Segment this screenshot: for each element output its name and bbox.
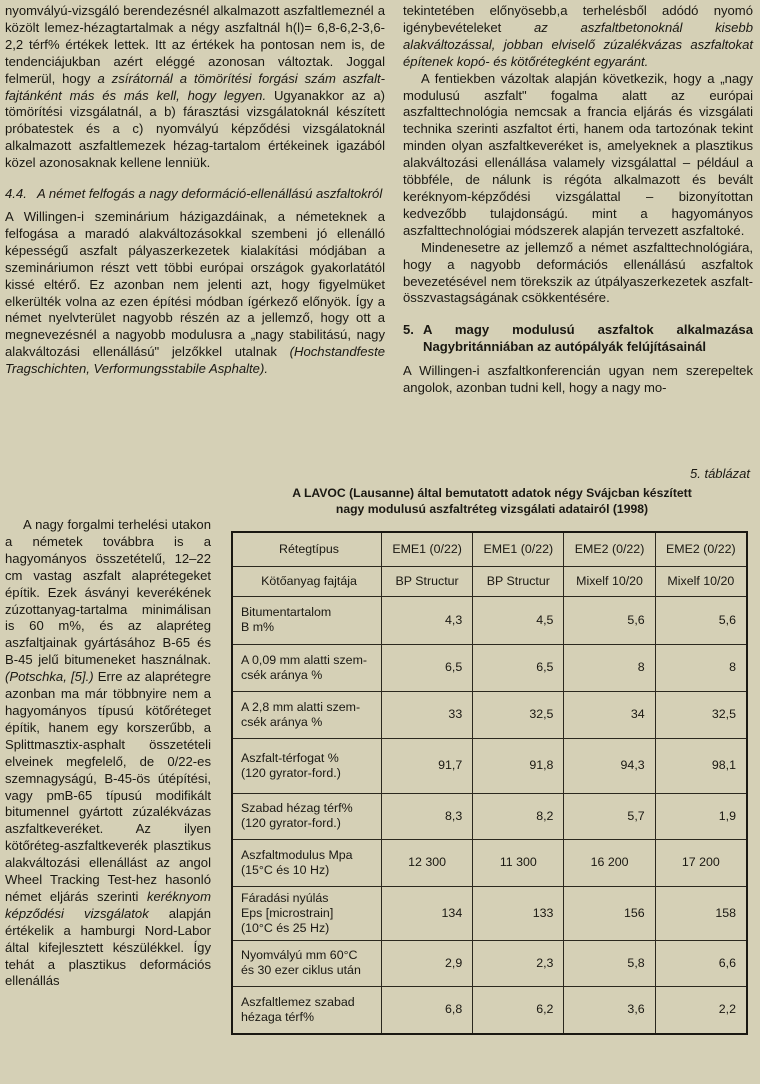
value-cell: 12 300 xyxy=(382,839,473,886)
row-label xyxy=(232,940,382,986)
heading-number: 4.4. xyxy=(5,186,27,202)
table-row xyxy=(232,691,747,738)
value-cell: 6,6 xyxy=(655,940,747,986)
table-row xyxy=(232,986,747,1034)
header-cell: EME1 (0/22) xyxy=(382,532,473,566)
value-cell: 2,3 xyxy=(473,940,564,986)
row-label xyxy=(232,839,382,886)
value-cell: 5,7 xyxy=(564,793,655,839)
row-label-line: csék aránya % xyxy=(241,667,323,682)
text: A nagy forgalmi terhelési utakon a németek továbbra is a hagyományos összetételű, 12–22 cm vastag aszfalt alaprétegeket építik. Ezek ásványi keverékének zúzottanyag-tartalma minimálisan is 60 m%, és az alapréteg aszfaltjainak gyártásához B-65 és B-45 jelű bitumeneket használnak. xyxy=(5,517,211,668)
text: A Willingen-i szeminárium házigazdáinak, a németeknek a felfogása a maradó alakváltozásokkal szembeni jó ellenálló képességű aszfalt pályaszerkezetek kialakítási módjában a szemináriumon részt vett többi európai országok gyakorlatától kissé eltérő. Ez azonban nem jelenti azt, hogy figyelmüket elkerülték volna az ezen építési módban ígérkező előnyök. Így a német nyelvterület nagyobb részén az a jellemző, hogy ott a megnevezésnél a nagyobb modulusra a „nagy stabilitású, nagy alakváltozási ellenállású" jelzőkkel utalnak xyxy=(5,208,385,360)
table-row xyxy=(232,644,747,691)
value-cell: 33 xyxy=(382,691,473,738)
italic-text: (Hochstandfeste Tragschichten, Verformungsstabile Asphalte). xyxy=(5,344,385,377)
value-cell: 4,3 xyxy=(382,596,473,644)
table-header-row xyxy=(232,532,747,566)
value-cell: 5,8 xyxy=(564,940,655,986)
row-label xyxy=(232,596,382,644)
value-cell: 98,1 xyxy=(655,738,747,793)
row-label xyxy=(232,793,382,839)
value-cell: 2,2 xyxy=(655,986,747,1034)
value-cell: 11 300 xyxy=(473,839,564,886)
heading-number: 5. xyxy=(403,322,414,338)
row-label-line: A 2,8 mm alatti szem- xyxy=(241,699,361,714)
value-cell: 6,2 xyxy=(473,986,564,1034)
row-label xyxy=(232,644,382,691)
row-label-line: Aszfaltlemez szabad xyxy=(241,994,355,1009)
text: Erre az alaprétegre azonban ma már többnyire nem a hagyományos típusú kötőréteget építik, hanem egy korszerűbb, a Splittmasztix-asphalt összetételi elveinek megfelelő, de 0/22-es szemnagyságú, B-45-ös útépítési, vagy pmB-65 típusú modifikált bitumennel gyártott zúzalékvázas aszfaltkeveréket. Az ilyen kötőréteg-aszfaltkeverék plasztikus alakváltozási ellenállást az angol Wheel Tracking Test-hez hasonló német eljárás szerinti xyxy=(5,669,211,904)
value-cell: 8,3 xyxy=(382,793,473,839)
table-body xyxy=(232,596,747,1034)
text: tekintetében előnyösebb,a terhelésből adódó nyomó igénybevételeket xyxy=(403,3,753,35)
row-label-line: B m% xyxy=(241,620,275,634)
header-cell: EME2 (0/22) xyxy=(564,532,655,566)
value-cell: 2,9 xyxy=(382,940,473,986)
table-binder-row xyxy=(232,566,747,596)
right-column xyxy=(403,3,753,397)
section-heading-4-4 xyxy=(5,186,385,203)
row-label-line: (120 gyrator-ford.) xyxy=(241,765,341,780)
header-cell: BP Structur xyxy=(382,566,473,596)
citation: (Potschka, [5].) xyxy=(5,669,94,685)
value-cell: 8,2 xyxy=(473,793,564,839)
row-label-line: Nyomvályú mm 60°C xyxy=(241,948,358,962)
caption-line: nagy modulusú aszfaltréteg vizsgálati adatairól (1998) xyxy=(335,502,649,516)
section-heading-5 xyxy=(403,322,753,356)
row-label-line: Fáradási nyúlás xyxy=(241,890,329,905)
italic-text: keréknyom képződési vizsgálatok xyxy=(5,888,211,921)
value-cell: 32,5 xyxy=(655,691,747,738)
row-label xyxy=(232,738,382,793)
row-label-line: Aszfaltmodulus Mpa xyxy=(241,847,353,862)
heading-text: A magy modulusú aszfaltok alkalmazása Nagybritánniában az autópályák felújításainál xyxy=(423,322,753,355)
caption-line: A LAVOC (Lausanne) által bemutatott adatok négy Svájcban készített xyxy=(292,486,692,500)
italic-text: a zsírátornál a tömörítési forgási szám aszfalt-fajtánként más és más kell, hogy legyen. xyxy=(5,70,385,103)
row-label-line: Szabad hézag térf% xyxy=(241,801,353,815)
value-cell: 133 xyxy=(473,886,564,940)
value-cell: 94,3 xyxy=(564,738,655,793)
table-row xyxy=(232,793,747,839)
row-label xyxy=(232,986,382,1034)
left-column-top xyxy=(5,3,385,378)
paragraph-continuation xyxy=(403,3,753,71)
table-row xyxy=(232,940,747,986)
heading-text: A német felfogás a nagy deformáció-ellenállású aszfaltokról xyxy=(37,186,383,202)
header-cell: Kötőanyag fajtája xyxy=(232,566,382,596)
header-cell: Mixelf 10/20 xyxy=(564,566,655,596)
value-cell: 158 xyxy=(655,886,747,940)
row-label-line: Eps [microstrain] xyxy=(241,905,334,920)
value-cell: 8 xyxy=(655,644,747,691)
value-cell: 16 200 xyxy=(564,839,655,886)
row-label-line: (15°C és 10 Hz) xyxy=(241,862,330,877)
header-cell: Mixelf 10/20 xyxy=(655,566,747,596)
header-cell: EME1 (0/22) xyxy=(473,532,564,566)
text: Ugyanakkor az a) tömörítési vizsgálatnál, a b) fárasztási vizsgálatoknál készített próbatestek és a c) nyomvályú képződési vizsgálatoknál alkalmazott aszfaltlemezek hézag-tartalom értékeinek igazából közel azonosaknak kellene lenniük. xyxy=(5,87,385,171)
row-label-line: (120 gyrator-ford.) xyxy=(241,816,341,830)
paragraph-german-approach xyxy=(5,209,385,378)
value-cell: 6,5 xyxy=(473,644,564,691)
row-label-line: Bitumentartalom xyxy=(241,605,332,619)
value-cell: 156 xyxy=(564,886,655,940)
text: alapján értékelik a hamburgi Nord-Labor által kifejlesztett készülékkel. Így tehát a plasztikus deformációs ellenállás xyxy=(5,905,211,989)
value-cell: 91,7 xyxy=(382,738,473,793)
value-cell: 6,8 xyxy=(382,986,473,1034)
value-cell: 1,9 xyxy=(655,793,747,839)
table-number-label: 5. táblázat xyxy=(690,466,750,481)
value-cell: 91,8 xyxy=(473,738,564,793)
value-cell: 6,5 xyxy=(382,644,473,691)
header-cell: Rétegtípus xyxy=(232,532,382,566)
table-row xyxy=(232,839,747,886)
value-cell: 4,5 xyxy=(473,596,564,644)
value-cell: 17 200 xyxy=(655,839,747,886)
left-column-bottom xyxy=(5,517,211,990)
row-label-line: A 0,09 mm alatti szem- xyxy=(241,652,368,667)
table-row xyxy=(232,596,747,644)
row-label-line: és 30 ezer ciklus után xyxy=(241,963,361,977)
value-cell: 34 xyxy=(564,691,655,738)
row-label-line: Aszfalt-térfogat % xyxy=(241,750,339,765)
table-row xyxy=(232,738,747,793)
value-cell: 32,5 xyxy=(473,691,564,738)
value-cell: 5,6 xyxy=(564,596,655,644)
header-cell: BP Structur xyxy=(473,566,564,596)
paragraph-willingen-conference: A Willingen-i aszfaltkonferencián ugyan nem szerepeltek angolok, azonban tudni kell, hogy a nagy mo- xyxy=(403,363,753,396)
text: nyomvályú-vizsgáló berendezésnél alkalmazott aszfaltlemeznél a közölt lemez-hézagtartalmak a négy aszfaltnál h(l)= 6,8-6,2-3,6-2,2 térf% értékek lettek. Itt az értékek ha pontosan nem is, de tendenciájukban azért eléggé azonosan változtak. Joggal felmerül, hogy xyxy=(5,3,385,86)
table-caption xyxy=(232,485,752,517)
value-cell: 8 xyxy=(564,644,655,691)
row-label-line: csék aránya % xyxy=(241,714,323,729)
table-row xyxy=(232,886,747,940)
row-label xyxy=(232,691,382,738)
row-label-line: (10°C és 25 Hz) xyxy=(241,920,330,935)
row-label-line: hézaga térf% xyxy=(241,1009,315,1024)
value-cell: 134 xyxy=(382,886,473,940)
row-label xyxy=(232,886,382,940)
paragraph-continuation xyxy=(5,3,385,172)
value-cell: 5,6 xyxy=(655,596,747,644)
value-cell: 3,6 xyxy=(564,986,655,1034)
header-cell: EME2 (0/22) xyxy=(655,532,747,566)
paragraph-german-technology: Mindenesetre az jellemző a német aszfalttechnológiára, hogy a nagyobb deformációs ellenállású aszfaltok bevezetésével nem törekszik az útpályaszerkezetek aszfalt- összvastagságának csökkentésére. xyxy=(403,239,753,306)
italic-text: az aszfaltbetonoknál kisebb alakváltozással, jobban elviselő zúzalékvázas aszfaltokat építenek kopó- és kötőrétegként egyaránt. xyxy=(403,19,753,69)
paragraph-high-modulus-definition: A fentiekben vázoltak alapján következik, hogy a „nagy modulusú aszfalt" fogalma alatt az európai aszfalttechnológia nemcsak a francia eljárás és vizsgálati technika szerinti aszfaltot érti, hanem oda tartozónak tekint minden olyan aszfaltkeveréket is, amelyeknek a plasztikus alakváltozási ellenállása valamely vizsgálattal – például a többféle, de nálunk is régóta alkalmazott és bevált keréknyom-képződési vizsgálattal – bizonyítottan kedvezőbb tulajdonságú. mint a hagyományos aszfalttechnológiai módszerek alapján tervezett aszfaltoké. xyxy=(403,70,753,238)
paragraph-heavy-traffic xyxy=(5,517,211,990)
data-table xyxy=(231,531,748,1035)
